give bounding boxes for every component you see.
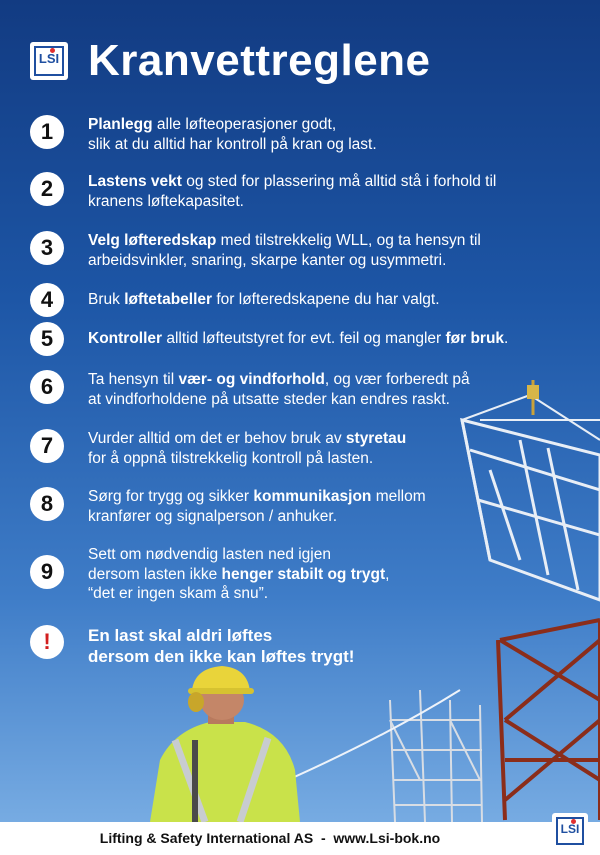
rule-number: 3: [30, 231, 64, 265]
rule-text: Vurder alltid om det er behov bruk av styretau for å oppnå tilstrekkelig kontroll på lasten.: [88, 430, 407, 467]
rule-number: 4: [30, 283, 64, 317]
footer-lsi-logo: LSI: [552, 813, 588, 851]
rule-text: Ta hensyn til vær- og vindforhold, og vær forberedt på at vindforholdene på utsatte steder kan endres raskt.: [88, 371, 470, 408]
rule-text: Sett om nødvendig lasten ned igjen dersom lasten ikke henger stabilt og trygt, “det er ingen skam å snu”.: [88, 546, 390, 602]
rule-text: Velg løfteredskap med tilstrekkelig WLL, og ta hensyn til arbeidsvinkler, snaring, skarpe kanter og usymmetri.: [88, 232, 481, 269]
title-row: [30, 36, 431, 86]
list-item: [30, 172, 528, 211]
rule-number: 8: [30, 487, 64, 521]
lsi-logo: LSI: [30, 42, 68, 80]
footer: [0, 822, 600, 855]
list-item: [30, 487, 528, 526]
warning-line-2: dersom den ikke kan løftes trygt!: [88, 647, 355, 666]
page-title: Kranvettreglene: [88, 36, 431, 85]
warning-callout: [30, 625, 354, 667]
list-item: [30, 545, 528, 604]
warning-line-1: En last skal aldri løftes: [88, 626, 273, 645]
list-item: [30, 115, 528, 154]
list-item: [30, 429, 528, 468]
rule-text: Bruk løftetabeller for løfteredskapene du har valgt.: [88, 291, 440, 308]
rule-number: 5: [30, 322, 64, 356]
rule-number: 7: [30, 429, 64, 463]
list-item: [30, 283, 528, 317]
rule-text: Planlegg alle løfteoperasjoner godt, slik at du alltid har kontroll på kran og last.: [88, 116, 377, 153]
rule-text: Kontroller alltid løfteutstyret for evt. feil og mangler før bruk.: [88, 330, 509, 347]
rule-number: 2: [30, 172, 64, 206]
rule-number: 6: [30, 370, 64, 404]
rule-text: Lastens vekt og sted for plassering må alltid stå i forhold til kranens løftekapasitet.: [88, 173, 497, 210]
rule-number: 9: [30, 555, 64, 589]
rule-number: 1: [30, 115, 64, 149]
rule-text: Sørg for trygg og sikker kommunikasjon mellom kranfører og signalperson / anhuker.: [88, 488, 426, 525]
footer-text: Lifting & Safety International AS - www.Lsi-bok.no: [99, 830, 441, 846]
list-item: [30, 322, 528, 356]
exclamation-icon: !: [30, 625, 64, 659]
list-item: [30, 231, 528, 270]
list-item: [30, 370, 528, 409]
